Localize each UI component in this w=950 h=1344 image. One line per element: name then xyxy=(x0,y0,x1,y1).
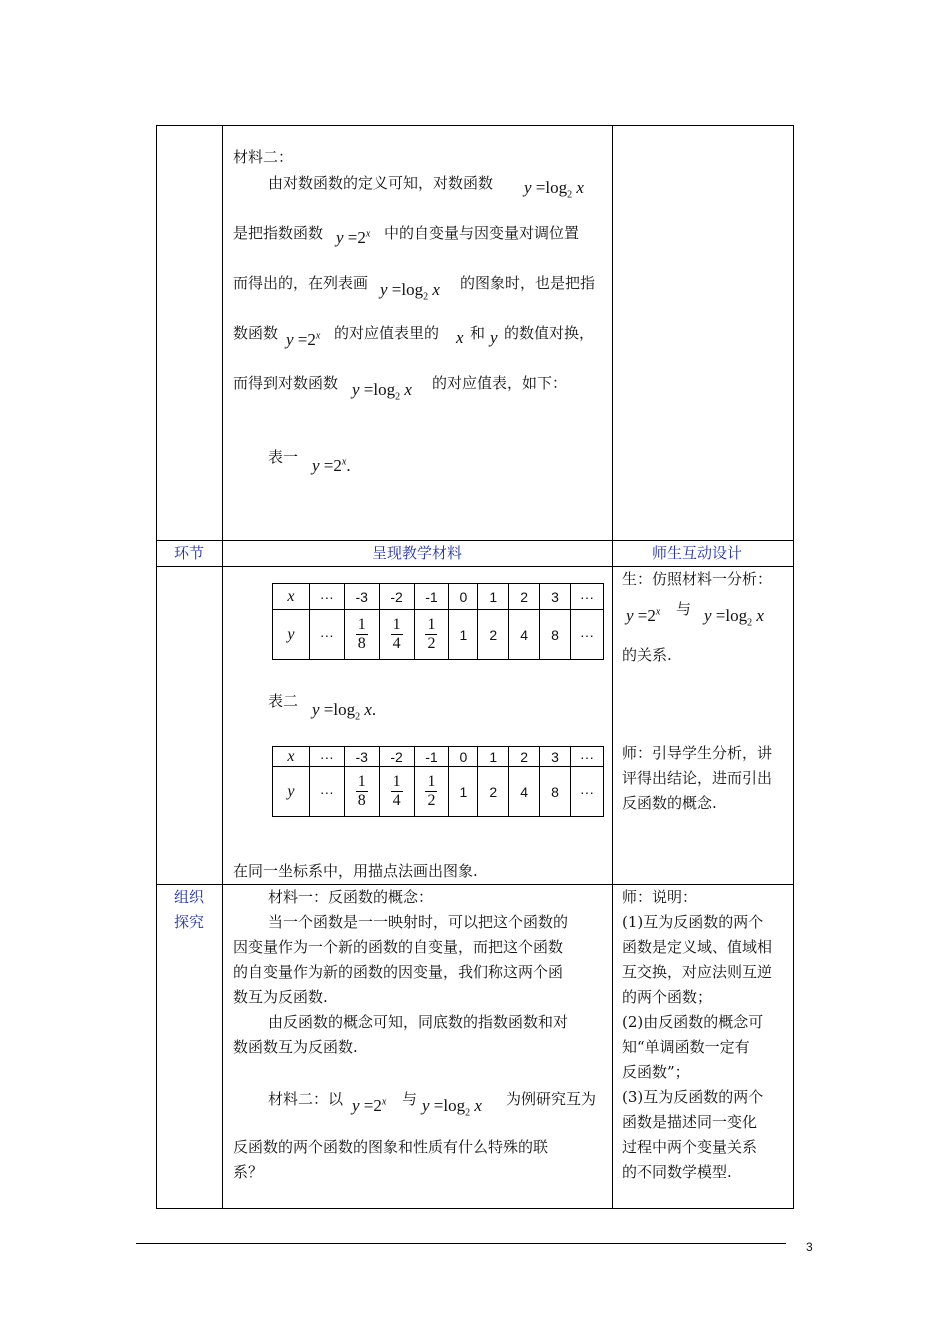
x-cell: 3 xyxy=(540,584,571,610)
table2-formula: $y =\log_2$ x. xyxy=(312,700,377,723)
table-left-border xyxy=(156,125,157,1209)
header-col1: 环节 xyxy=(174,544,205,562)
table-one xyxy=(272,583,604,660)
section1-line1: 由对数函数的定义可知，对数函数 xyxy=(268,174,494,192)
x-cell: -2 xyxy=(379,747,414,767)
log-formula-3: $y =\log_2$ x xyxy=(352,380,412,403)
table-two xyxy=(272,746,604,817)
var-y: y xyxy=(490,328,498,347)
table2-caption: 表二 xyxy=(268,692,299,710)
right-mid-line1: 师：引导学生分析，讲 xyxy=(622,744,773,762)
x-cell: 0 xyxy=(449,747,478,767)
section3-right-3: 互交换，对应法则互逆 xyxy=(622,963,773,981)
exp-formula-1: $y =2^x$ xyxy=(336,228,371,247)
table-two-x-row xyxy=(273,747,604,767)
section3-label-1: 组织 xyxy=(174,888,205,906)
log-formula-1: $y =\log_2$ x xyxy=(524,178,584,201)
table-one-y-row xyxy=(273,610,604,660)
section3-line7: 数函数互为反函数. xyxy=(233,1038,358,1056)
y-cell: 2 xyxy=(478,767,509,817)
x-cell: 2 xyxy=(509,747,540,767)
table1-formula: $y =2^x$. xyxy=(312,456,351,475)
section3-top-border xyxy=(156,884,794,885)
section3-line4: 的自变量作为新的函数的因变量，我们称这两个函 xyxy=(233,963,564,981)
header-row-top-border xyxy=(156,540,794,541)
section3-label-2: 探究 xyxy=(174,913,205,931)
y-cell: 1 xyxy=(449,610,478,660)
section3-mat2-line2: 反函数的两个函数的图象和性质有什么特殊的联 xyxy=(233,1138,549,1156)
right-mid-line2: 评得出结论，进而引出 xyxy=(622,769,773,787)
right-exp-formula: $y =2^x$ xyxy=(626,606,661,625)
right-top-line2: 与 xyxy=(676,600,692,618)
section1-line5: 而得到对数函数 xyxy=(233,374,339,392)
section3-right-8: (3)互为反函数的两个 xyxy=(622,1088,764,1106)
section3-line5: 数互为反函数. xyxy=(233,988,328,1006)
var-x: x xyxy=(456,328,464,347)
y-cell: 8 xyxy=(540,767,571,817)
y-cell-frac: $\frac{1}{4}$ xyxy=(379,610,414,660)
x-cell: 1 xyxy=(478,584,509,610)
page-number: 3 xyxy=(806,1240,813,1254)
section3-mat2-line3: 系？ xyxy=(233,1163,264,1181)
y-cell: ··· xyxy=(309,610,344,660)
log-formula-2: $y =\log_2$ x xyxy=(380,280,440,303)
x-cell: ··· xyxy=(571,747,604,767)
y-cell: 4 xyxy=(509,610,540,660)
x-label: x xyxy=(273,747,310,767)
section1-heading: 材料二： xyxy=(233,148,294,166)
col2-divider xyxy=(612,125,613,1209)
x-cell: -1 xyxy=(414,584,449,610)
x-cell: ··· xyxy=(571,584,604,610)
y-cell-frac: $\frac{1}{2}$ xyxy=(414,610,449,660)
section3-line6: 由反函数的概念可知，同底数的指数函数和对 xyxy=(268,1013,569,1031)
y-cell: 2 xyxy=(478,610,509,660)
right-top-line3: 的关系. xyxy=(622,646,672,664)
table-bottom-border xyxy=(156,1208,794,1209)
right-mid-line3: 反函数的概念. xyxy=(622,794,717,812)
section3-right-5: (2)由反函数的概念可 xyxy=(622,1013,764,1031)
footer-rule xyxy=(136,1243,786,1244)
x-cell: 1 xyxy=(478,747,509,767)
section3-right-7: 反函数”； xyxy=(622,1063,690,1081)
section3-line2: 当一个函数是一一映射时，可以把这个函数的 xyxy=(268,913,569,931)
table-top-border xyxy=(156,125,794,126)
y-label: y xyxy=(273,767,310,817)
section1-line4: 数函数 xyxy=(233,324,279,342)
col1-divider xyxy=(222,125,223,1209)
section3-log-formula: $y =\log_2$ x xyxy=(422,1096,482,1119)
x-cell: -3 xyxy=(344,584,379,610)
section3-right-11: 的不同数学模型. xyxy=(622,1163,732,1181)
right-top-line1: 生：仿照材料一分析： xyxy=(622,570,773,588)
section1-line5-post: 的对应值表，如下： xyxy=(432,374,568,392)
header-col2: 呈现教学材料 xyxy=(372,544,463,562)
exp-formula-2: $y =2^x$ xyxy=(286,330,321,349)
y-cell: ··· xyxy=(309,767,344,817)
section1-line4-post: 的数值对换， xyxy=(504,324,595,342)
section3-exp-formula: $y =2^x$ xyxy=(352,1096,387,1115)
y-cell: 1 xyxy=(449,767,478,817)
x-cell: 0 xyxy=(449,584,478,610)
y-cell: ··· xyxy=(571,610,604,660)
section1-line4-mid1: 的对应值表里的 xyxy=(334,324,440,342)
x-cell: ··· xyxy=(309,747,344,767)
section3-right-4: 的两个函数； xyxy=(622,988,713,1006)
header-row-bottom-border xyxy=(156,566,794,567)
x-cell: ··· xyxy=(309,584,344,610)
section1-line2: 是把指数函数 xyxy=(233,224,324,242)
x-cell: 2 xyxy=(509,584,540,610)
section3-mat2-mid: 与 xyxy=(402,1090,418,1108)
table1-caption: 表一 xyxy=(268,448,299,466)
section2-footer: 在同一坐标系中，用描点法画出图象. xyxy=(233,862,478,880)
section3-right-1: (1)互为反函数的两个 xyxy=(622,913,764,931)
y-cell-frac: $\frac{1}{8}$ xyxy=(344,767,379,817)
section3-line3: 因变量作为一个新的函数的自变量，而把这个函数 xyxy=(233,938,564,956)
y-label: y xyxy=(273,610,310,660)
right-log-formula: $y =\log_2$ x xyxy=(704,606,764,629)
section3-mat2-post: 为例研究互为 xyxy=(506,1090,597,1108)
table-right-border xyxy=(793,125,794,1209)
table-two-y-row xyxy=(273,767,604,817)
header-col3: 师生互动设计 xyxy=(652,544,743,562)
y-cell-frac: $\frac{1}{8}$ xyxy=(344,610,379,660)
y-cell: ··· xyxy=(571,767,604,817)
x-cell: -3 xyxy=(344,747,379,767)
x-cell: -1 xyxy=(414,747,449,767)
x-cell: 3 xyxy=(540,747,571,767)
table-one-x-row xyxy=(273,584,604,610)
y-cell: 4 xyxy=(509,767,540,817)
x-label: x xyxy=(273,584,310,610)
section1-line3-post: 的图象时，也是把指 xyxy=(460,274,596,292)
section1-line2-post: 中的自变量与因变量对调位置 xyxy=(384,224,580,242)
section1-line4-mid2: 和 xyxy=(470,324,486,342)
y-cell: 8 xyxy=(540,610,571,660)
y-cell-frac: $\frac{1}{2}$ xyxy=(414,767,449,817)
y-cell-frac: $\frac{1}{4}$ xyxy=(379,767,414,817)
section3-right-10: 过程中两个变量关系 xyxy=(622,1138,758,1156)
section3-right-9: 函数是描述同一变化 xyxy=(622,1113,758,1131)
section3-right-2: 函数是定义域、值域相 xyxy=(622,938,773,956)
section3-line1: 材料一：反函数的概念： xyxy=(268,888,434,906)
x-cell: -2 xyxy=(379,584,414,610)
section1-line3: 而得出的，在列表画 xyxy=(233,274,369,292)
section3-right-6: 知“单调函数一定有 xyxy=(622,1038,750,1056)
section3-right-0: 师：说明： xyxy=(622,888,698,906)
section3-mat2-pre: 材料二：以 xyxy=(268,1090,344,1108)
